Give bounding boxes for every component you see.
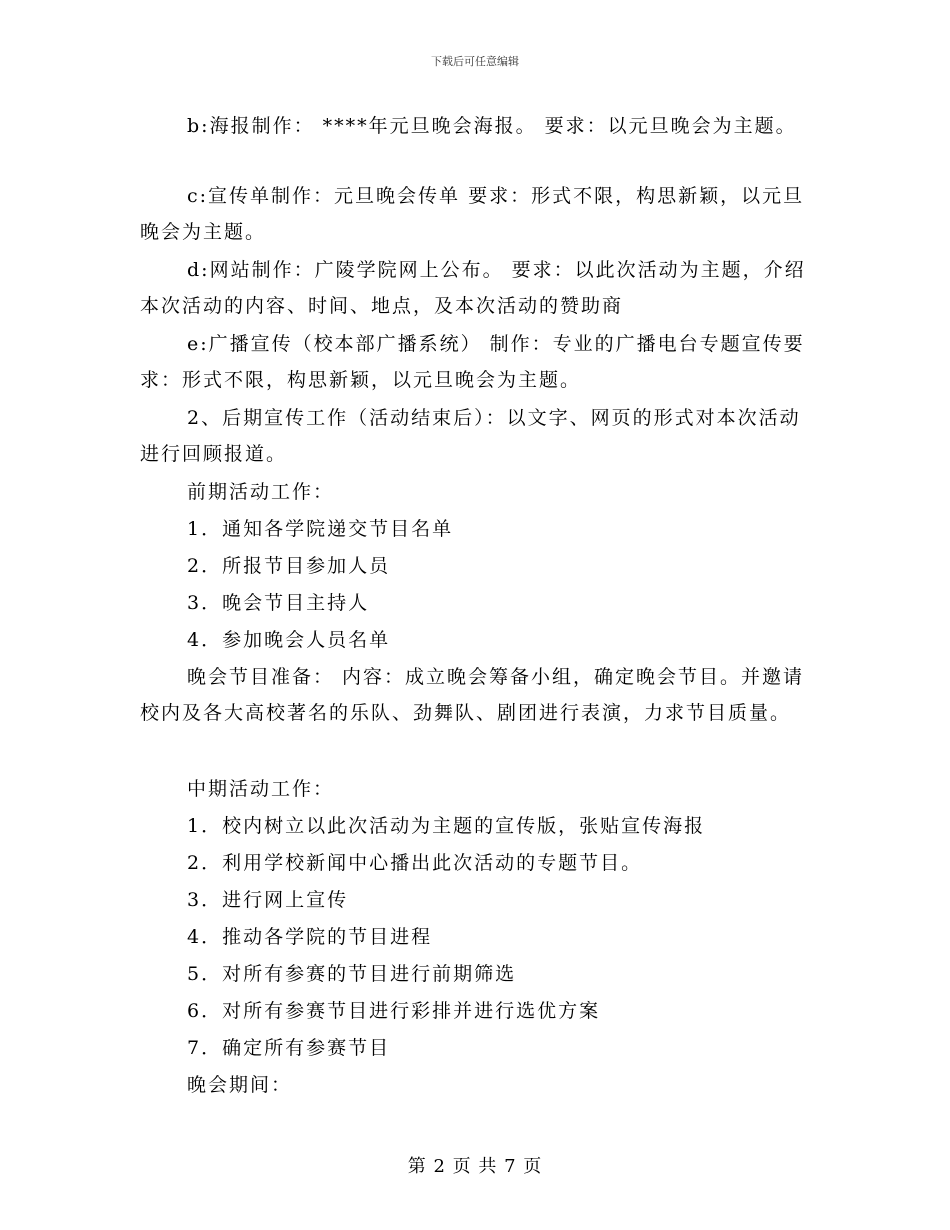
page-number: 第 2 页 共 7 页 — [407, 1156, 543, 1177]
paragraph-program-preparation: 晚会节目准备： 内容：成立晚会筹备小组，确定晚会节目。并邀请校内及各大高校著名的乐队、劲舞队、剧团进行表演，力求节目质量。 — [140, 666, 805, 724]
list-item: 3．进行网上宣传 — [187, 889, 349, 911]
list-item: 4．推动各学院的节目进程 — [187, 926, 433, 948]
paragraph-broadcast: e:广播宣传（校本部广播系统） 制作：专业的广播电台专题宣传要求：形式不限，构思新颖，以元旦晚会为主题。 — [140, 333, 805, 391]
list-item: 2．利用学校新闻中心播出此次活动的专题节目。 — [187, 852, 643, 874]
paragraph-website: d:网站制作：广陵学院网上公布。 要求：以此次活动为主题，介绍本次活动的内容、时间、地点，及本次活动的赞助商 — [140, 259, 806, 317]
list-item: 2．所报节目参加人员 — [187, 555, 391, 577]
page-header: 下载后可任意编辑 — [431, 55, 519, 68]
section-heading-mid-work: 中期活动工作： — [187, 778, 335, 800]
list-item: 3．晚会节目主持人 — [187, 592, 370, 614]
section-heading-during-gala: 晚会期间： — [187, 1074, 293, 1096]
section-heading-early-work: 前期活动工作： — [187, 481, 335, 503]
list-item: 4．参加晚会人员名单 — [187, 629, 391, 651]
list-item: 6．对所有参赛节目进行彩排并进行选优方案 — [187, 1000, 601, 1022]
paragraph-post-publicity: 2、后期宣传工作（活动结束后）：以文字、网页的形式对本次活动进行回顾报道。 — [140, 407, 801, 465]
list-item: 1．校内树立以此次活动为主题的宣传版，张贴宣传海报 — [187, 815, 706, 837]
list-item: 7．确定所有参赛节目 — [187, 1037, 391, 1059]
paragraph-poster: b:海报制作： ****年元旦晚会海报。 要求：以元旦晚会为主题。 — [187, 115, 797, 137]
list-item: 5．对所有参赛的节目进行前期筛选 — [187, 963, 517, 985]
paragraph-flyer: c:宣传单制作：元旦晚会传单 要求：形式不限，构思新颖，以元旦晚会为主题。 — [140, 185, 805, 243]
list-item: 1．通知各学院递交节目名单 — [187, 518, 454, 540]
